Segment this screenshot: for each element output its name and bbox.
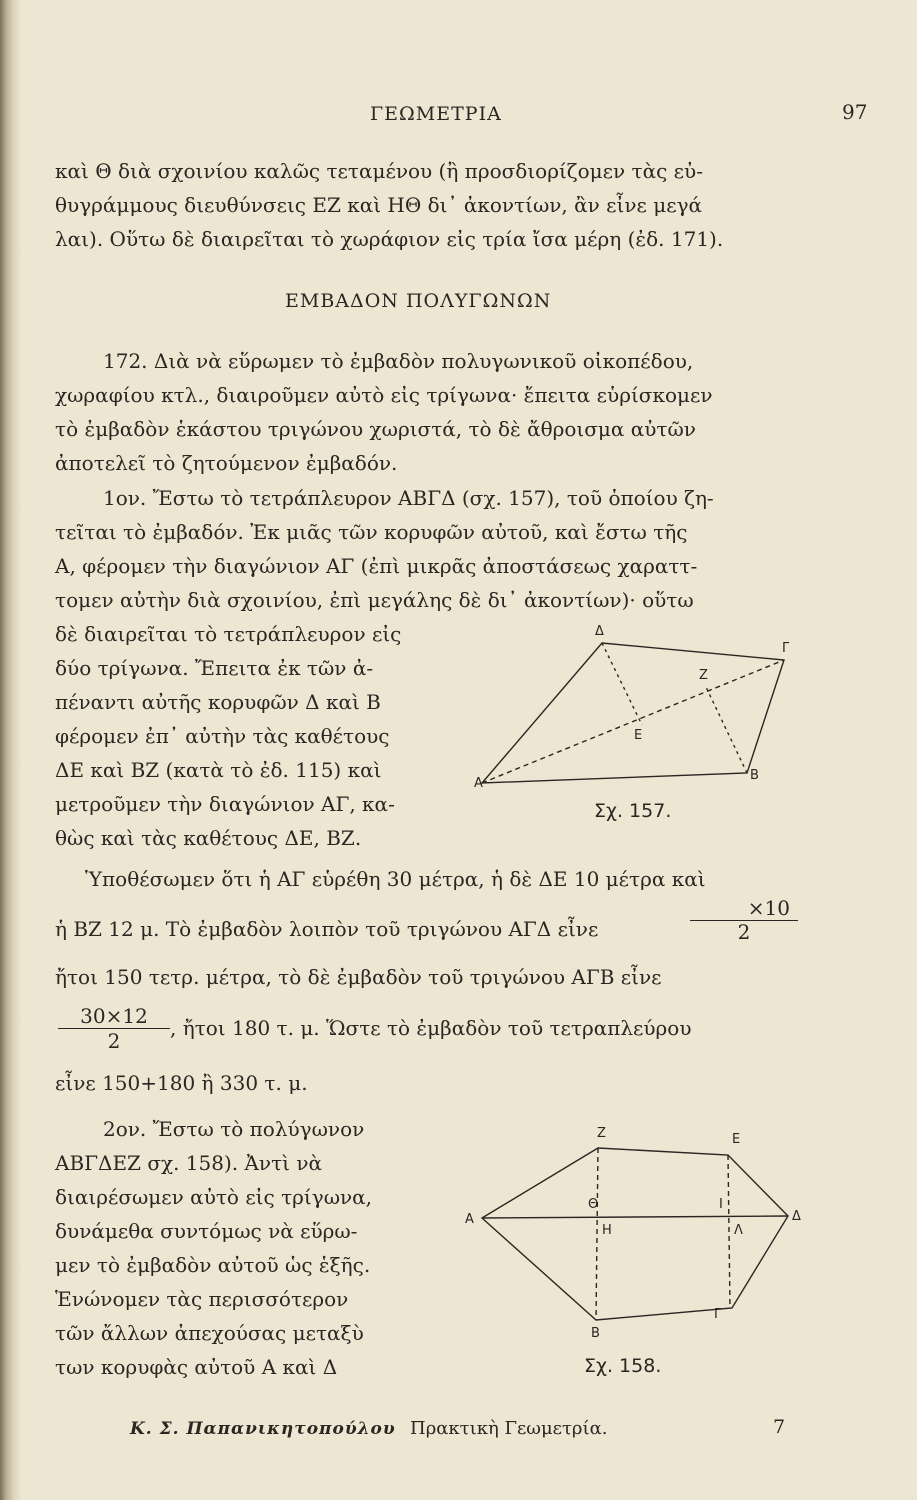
page-binding-edge xyxy=(0,0,22,1500)
fraction-acb xyxy=(58,1004,170,1053)
intro-line: θυγράμμους διευθύνσεις ΕΖ καὶ ΗΘ δι᾽ ἀκοντίων, ἂν εἶνε μεγά xyxy=(55,193,703,217)
fig158-label-H: Η xyxy=(602,1223,612,1238)
section-title: ΕΜΒΑΔΟΝ ΠΟΛΥΓΩΝΩΝ xyxy=(285,290,552,312)
fig157-label-D: Δ xyxy=(595,624,604,639)
first-case-narrow-line: ΔΕ καὶ ΒΖ (κατὰ τὸ ἐδ. 115) καὶ xyxy=(55,758,382,782)
second-case-line: Ἑνώνομεν τὰς περισσότερον xyxy=(55,1287,349,1311)
second-case-line: ΑΒΓΔΕΖ σχ. 158). Ἀντὶ νὰ xyxy=(55,1151,323,1175)
fig157-label-G: Γ xyxy=(782,641,790,656)
figure-157-quadrilateral xyxy=(462,615,807,830)
fig158-label-B: Β xyxy=(591,1326,600,1341)
figure-158-hexagon xyxy=(460,1115,820,1380)
first-case-narrow-line: δὲ διαιρεῖται τὸ τετράπλευρον εἰς xyxy=(55,622,402,646)
page-number: 97 xyxy=(842,100,868,124)
fig158-label-D: Δ xyxy=(792,1209,801,1224)
running-header-title: ΓΕΩΜΕΤΡΙΑ xyxy=(370,103,502,125)
calc-line-2: ἡ ΒΖ 12 μ. Τὸ ἐμβαδὸν λοιπὸν τοῦ τριγώνου ΑΓΔ εἶνε xyxy=(55,917,599,941)
second-case-line: τῶν ἄλλων ἀπεχούσας μεταξὺ xyxy=(55,1321,364,1345)
fraction-acd xyxy=(690,896,798,943)
first-case-narrow-line: φέρομεν ἐπ᾽ αὐτὴν τὰς καθέτους xyxy=(55,724,390,748)
fig158-label-I: Ι xyxy=(719,1197,723,1212)
second-case-line: 2ον. Ἔστω τὸ πολύγωνον xyxy=(103,1117,365,1141)
fig157-label-Z: Ζ xyxy=(699,668,708,683)
fig158-label-L: Λ xyxy=(734,1223,743,1238)
figure-157-caption: Σχ. 157. xyxy=(594,800,672,822)
footer-author: Κ. Σ. Παπανικητοπούλου xyxy=(130,1419,396,1439)
paragraph-172-line: 172. Διὰ νὰ εὕρωμεν τὸ ἐμβαδὸν πολυγωνικοῦ οἰκοπέδου, xyxy=(103,349,694,373)
fig158-label-Th: Θ xyxy=(588,1197,599,1212)
fig157-label-E: Ε xyxy=(634,728,643,743)
calc-line-4: , ἤτοι 180 τ. μ. Ὥστε τὸ ἐμβαδὸν τοῦ τετραπλεύρου xyxy=(170,1016,692,1040)
calc-line-5: εἶνε 150+180 ἢ 330 τ. μ. xyxy=(55,1071,308,1095)
fig157-label-B: Β xyxy=(750,768,759,783)
calc-line-1: Ὑποθέσωμεν ὅτι ἡ ΑΓ εὑρέθη 30 μέτρα, ἡ δὲ ΔΕ 10 μέτρα καὶ xyxy=(85,867,706,891)
first-case-line: τομεν αὐτὴν διὰ σχοινίου, ἐπὶ μεγάλης δὲ δι᾽ ἀκοντίων)· οὕτω xyxy=(55,588,694,612)
first-case-narrow-line: θὼς καὶ τὰς καθέτους ΔΕ, ΒΖ. xyxy=(55,826,362,850)
fig158-label-E: Ε xyxy=(732,1132,741,1147)
fig158-label-A: Α xyxy=(465,1212,474,1227)
first-case-narrow-line: πέναντι αὐτῆς κορυφῶν Δ καὶ Β xyxy=(55,690,381,714)
second-case-line: των κορυφὰς αὐτοῦ Α καὶ Δ xyxy=(55,1355,338,1379)
fraction-acb-denominator: 2 xyxy=(58,1028,170,1053)
paragraph-172-line: ἀποτελεῖ τὸ ζητούμενον ἐμβαδόν. xyxy=(55,451,398,475)
first-case-line: 1ον. Ἔστω τὸ τετράπλευρον ΑΒΓΔ (σχ. 157), τοῦ ὁποίου ζη- xyxy=(103,486,714,510)
intro-line: καὶ Θ διὰ σχοινίου καλῶς τεταμένου (ἢ προσδιορίζομεν τὰς εὐ- xyxy=(55,159,703,183)
first-case-line: τεῖται τὸ ἐμβαδόν. Ἐκ μιᾶς τῶν κορυφῶν αὐτοῦ, καὶ ἔστω τῆς xyxy=(55,520,688,544)
intro-line: λαι). Οὕτω δὲ διαιρεῖται τὸ χωράφιον εἰς τρία ἴσα μέρη (ἐδ. 171). xyxy=(55,227,724,251)
footer-sheet-number: 7 xyxy=(773,1416,786,1438)
first-case-line: Α, φέρομεν τὴν διαγώνιον ΑΓ (ἐπὶ μικρᾶς ἀποστάσεως χαραττ- xyxy=(55,554,698,578)
fig158-label-G: Γ xyxy=(714,1307,722,1322)
first-case-narrow-line: μετροῦμεν τὴν διαγώνιον ΑΓ, κα- xyxy=(55,792,395,816)
first-case-narrow-line: δύο τρίγωνα. Ἔπειτα ἐκ τῶν ἀ- xyxy=(55,656,374,680)
calc-line-3: ἤτοι 150 τετρ. μέτρα, τὸ δὲ ἐμβαδὸν τοῦ τριγώνου ΑΓΒ εἶνε xyxy=(55,965,662,989)
footer-book: Πρακτικὴ Γεωμετρία. xyxy=(410,1418,608,1439)
second-case-line: διαιρέσωμεν αὐτὸ εἰς τρίγωνα, xyxy=(55,1185,373,1209)
second-case-line: δυνάμεθα συντόμως νὰ εὕρω- xyxy=(55,1219,358,1243)
paragraph-172-line: τὸ ἐμβαδὸν ἑκάστου τριγώνου χωριστά, τὸ δὲ ἄθροισμα αὐτῶν xyxy=(55,417,696,441)
paragraph-172-line: χωραφίου κτλ., διαιροῦμεν αὐτὸ εἰς τρίγωνα· ἔπειτα εὑρίσκομεν xyxy=(55,383,713,407)
second-case-line: μεν τὸ ἐμβαδὸν αὐτοῦ ὡς ἑξῆς. xyxy=(55,1253,371,1277)
fig157-label-A: Α xyxy=(474,776,483,791)
fraction-acd-denominator: 2 xyxy=(690,920,798,943)
fig158-label-Z: Ζ xyxy=(597,1126,606,1141)
fraction-acd-numerator: ×10 xyxy=(747,896,790,920)
figure-158-caption: Σχ. 158. xyxy=(584,1355,662,1377)
fraction-acb-numerator: 30×12 xyxy=(80,1004,148,1028)
